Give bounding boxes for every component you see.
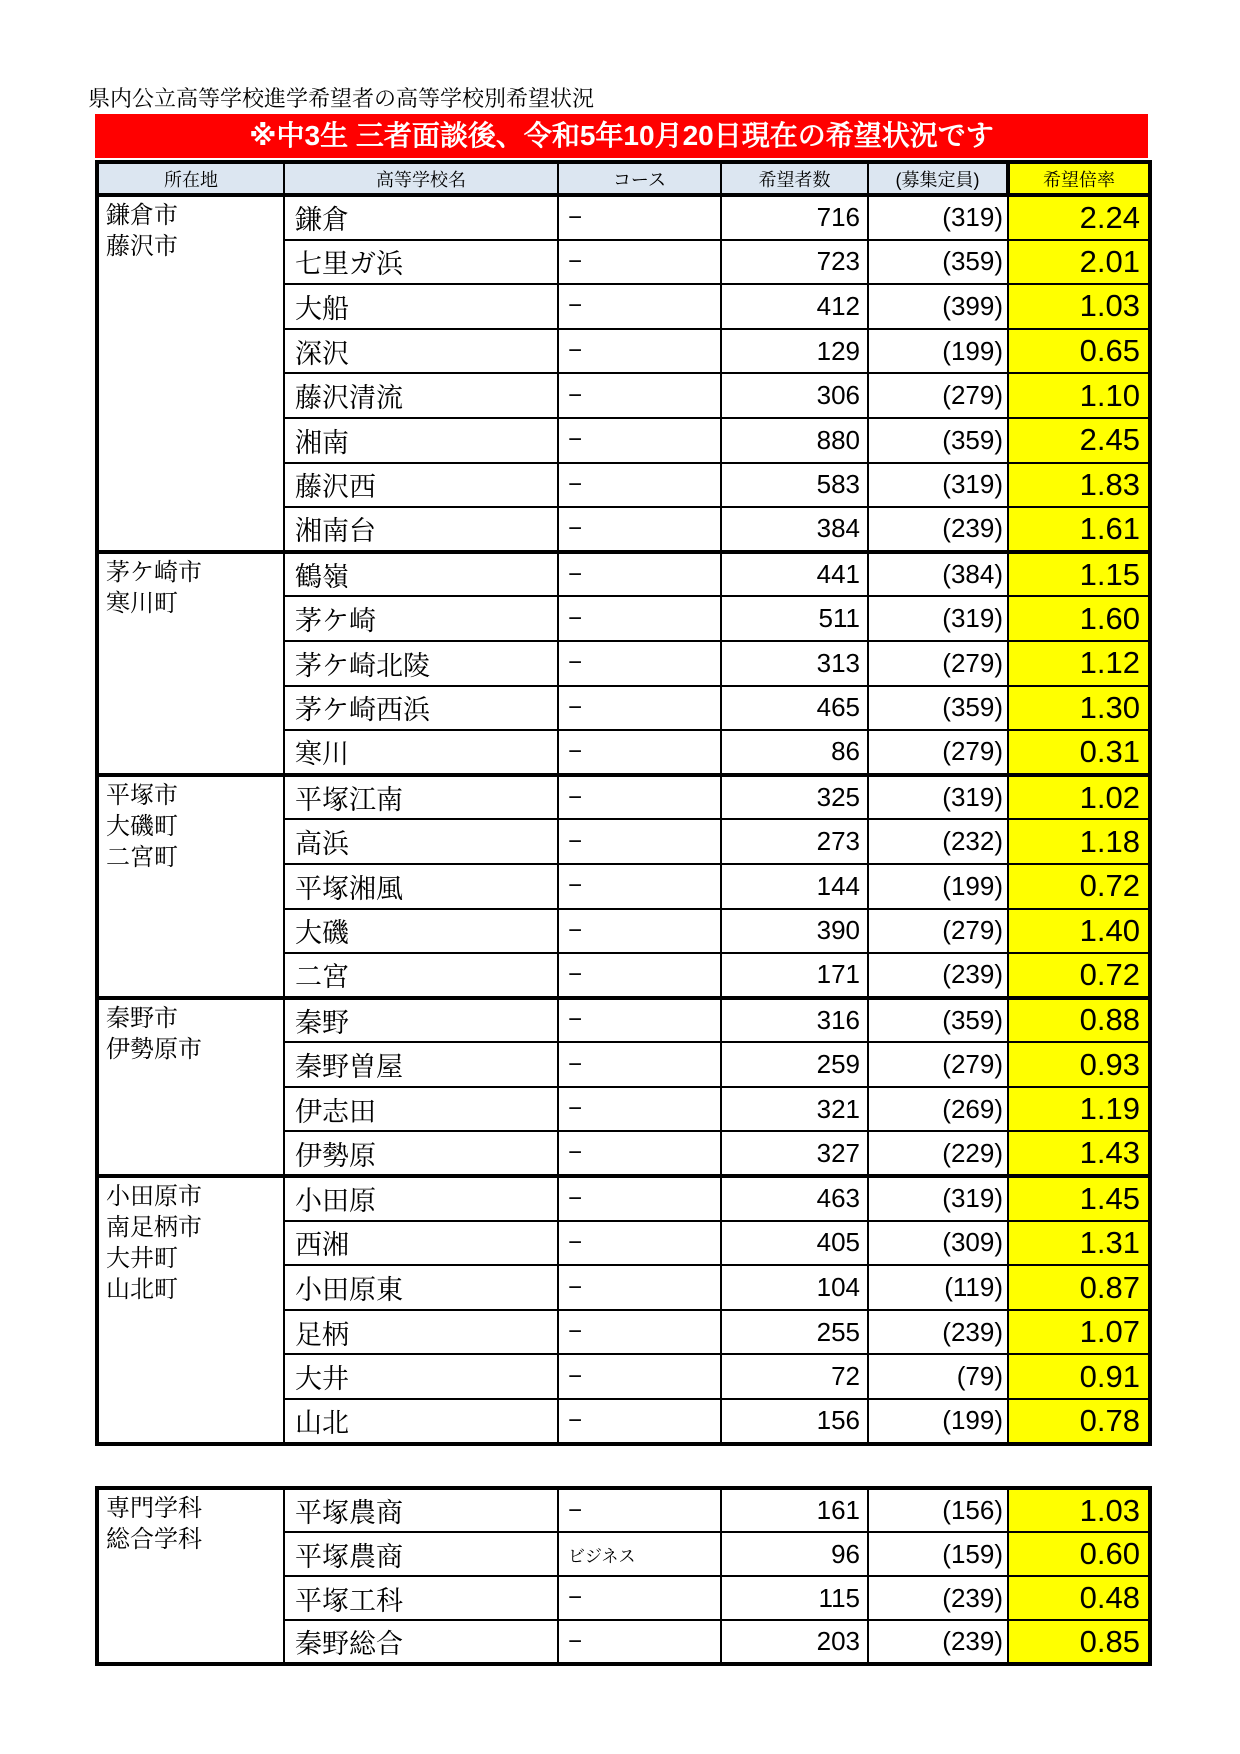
course-cell: − (558, 596, 721, 641)
school-cell: 山北 (284, 1399, 558, 1444)
applicants-cell: 325 (721, 775, 868, 820)
applicants-cell: 880 (721, 418, 868, 463)
capacity-cell: (279) (868, 641, 1008, 686)
location-line: 藤沢市 (106, 233, 178, 260)
school-cell: 大船 (284, 284, 558, 329)
school-cell: 高浜 (284, 819, 558, 864)
location-line: 二宮町 (106, 843, 178, 871)
notice-banner (95, 114, 1148, 158)
location-line: 鎌倉市 (106, 202, 178, 229)
applicants-cell: 441 (721, 552, 868, 597)
ratio-cell: 0.31 (1008, 730, 1150, 775)
applicants-cell: 316 (721, 998, 868, 1043)
applicants-cell: 259 (721, 1042, 868, 1087)
applicants-cell: 255 (721, 1310, 868, 1355)
school-cell: 鶴嶺 (284, 552, 558, 597)
course-cell: − (558, 195, 721, 240)
course-cell: − (558, 1620, 721, 1664)
school-cell: 鎌倉 (284, 195, 558, 240)
table-header (97, 162, 1150, 195)
course-cell: − (558, 1576, 721, 1620)
school-cell: 西湘 (284, 1221, 558, 1266)
capacity-cell: (239) (868, 1620, 1008, 1664)
location-cell (97, 998, 284, 1176)
capacity-cell: (269) (868, 1087, 1008, 1132)
applicants-cell: 306 (721, 373, 868, 418)
course-cell: − (558, 1221, 721, 1266)
location-line: 大磯町 (106, 812, 178, 840)
course-cell: − (558, 1176, 721, 1221)
location-line: 伊勢原市 (106, 1035, 202, 1063)
applicants-cell: 161 (721, 1488, 868, 1532)
table-row (97, 998, 1150, 1043)
location-line: 南足柄市 (106, 1214, 202, 1242)
capacity-cell: (239) (868, 1310, 1008, 1355)
location-line: 専門学科 (106, 1495, 202, 1522)
ratio-cell: 1.83 (1008, 463, 1150, 508)
capacity-cell: (319) (868, 1176, 1008, 1221)
course-cell: − (558, 507, 721, 552)
column-header: 希望倍率 (1008, 162, 1150, 195)
capacity-cell: (359) (868, 418, 1008, 463)
course-cell: − (558, 284, 721, 329)
capacity-cell: (159) (868, 1532, 1008, 1576)
location-line: 秦野市 (106, 1004, 178, 1032)
course-cell: − (558, 909, 721, 954)
school-cell: 寒川 (284, 730, 558, 775)
capacity-cell: (199) (868, 864, 1008, 909)
location-cell (97, 195, 284, 552)
notice-banner-text: ※中3生 三者面談後、令和5年10月20日現在の希望状況です (249, 120, 994, 151)
school-cell: 足柄 (284, 1310, 558, 1355)
capacity-cell: (319) (868, 596, 1008, 641)
capacity-cell: (319) (868, 775, 1008, 820)
table-row (97, 1488, 1150, 1532)
ratio-cell: 1.43 (1008, 1131, 1150, 1176)
course-cell: ビジネス (558, 1532, 721, 1576)
capacity-cell: (279) (868, 1042, 1008, 1087)
capacity-cell: (309) (868, 1221, 1008, 1266)
applicants-cell: 86 (721, 730, 868, 775)
capacity-cell: (359) (868, 240, 1008, 285)
school-cell: 茅ケ崎 (284, 596, 558, 641)
column-header: 所在地 (97, 162, 284, 195)
applicants-cell: 156 (721, 1399, 868, 1444)
ratio-cell: 1.31 (1008, 1221, 1150, 1266)
ratio-cell: 2.01 (1008, 240, 1150, 285)
location-line: 茅ケ崎市 (106, 558, 202, 586)
applicants-cell: 327 (721, 1131, 868, 1176)
course-cell: − (558, 418, 721, 463)
capacity-cell: (239) (868, 953, 1008, 998)
capacity-cell: (279) (868, 909, 1008, 954)
school-cell: 藤沢西 (284, 463, 558, 508)
ratio-cell: 1.45 (1008, 1176, 1150, 1221)
location-cell (97, 1488, 284, 1664)
capacity-cell: (279) (868, 373, 1008, 418)
school-cell: 湘南 (284, 418, 558, 463)
location-cell (97, 552, 284, 775)
course-cell: − (558, 1310, 721, 1355)
column-header: コース (558, 162, 721, 195)
school-cell: 小田原 (284, 1176, 558, 1221)
ratio-cell: 1.61 (1008, 507, 1150, 552)
capacity-cell: (384) (868, 552, 1008, 597)
school-cell: 平塚江南 (284, 775, 558, 820)
school-cell: 伊志田 (284, 1087, 558, 1132)
school-cell: 茅ケ崎西浜 (284, 686, 558, 731)
capacity-cell: (232) (868, 819, 1008, 864)
applicants-cell: 321 (721, 1087, 868, 1132)
course-cell: − (558, 953, 721, 998)
capacity-cell: (199) (868, 329, 1008, 374)
location-line: 小田原市 (106, 1183, 202, 1211)
capacity-cell: (319) (868, 195, 1008, 240)
table-row (97, 1176, 1150, 1221)
school-cell: 藤沢清流 (284, 373, 558, 418)
capacity-cell: (119) (868, 1265, 1008, 1310)
school-cell: 茅ケ崎北陵 (284, 641, 558, 686)
ratio-cell: 0.65 (1008, 329, 1150, 374)
applicants-cell: 511 (721, 596, 868, 641)
applicants-cell: 463 (721, 1176, 868, 1221)
school-cell: 秦野総合 (284, 1620, 558, 1664)
applicants-cell: 412 (721, 284, 868, 329)
course-cell: − (558, 1488, 721, 1532)
course-cell: − (558, 240, 721, 285)
ratio-cell: 2.24 (1008, 195, 1150, 240)
applicants-cell: 716 (721, 195, 868, 240)
course-cell: − (558, 373, 721, 418)
ratio-cell: 1.15 (1008, 552, 1150, 597)
applicants-cell: 104 (721, 1265, 868, 1310)
course-cell: − (558, 463, 721, 508)
ratio-cell: 1.02 (1008, 775, 1150, 820)
applicants-cell: 203 (721, 1620, 868, 1664)
location-line: 寒川町 (106, 589, 178, 617)
ratio-cell: 1.12 (1008, 641, 1150, 686)
location-line: 平塚市 (106, 781, 178, 809)
course-cell: − (558, 1399, 721, 1444)
ratio-cell: 0.88 (1008, 998, 1150, 1043)
capacity-cell: (229) (868, 1131, 1008, 1176)
applicants-cell: 96 (721, 1532, 868, 1576)
applicants-cell: 144 (721, 864, 868, 909)
school-cell: 秦野曽屋 (284, 1042, 558, 1087)
column-header: 高等学校名 (284, 162, 558, 195)
school-cell: 伊勢原 (284, 1131, 558, 1176)
school-cell: 平塚工科 (284, 1576, 558, 1620)
capacity-cell: (279) (868, 730, 1008, 775)
table-row (97, 552, 1150, 597)
ratio-cell: 0.60 (1008, 1532, 1150, 1576)
ratio-cell: 1.10 (1008, 373, 1150, 418)
capacity-cell: (239) (868, 1576, 1008, 1620)
applicants-cell: 405 (721, 1221, 868, 1266)
course-cell: − (558, 1265, 721, 1310)
table-row (97, 775, 1150, 820)
location-cell (97, 1176, 284, 1444)
course-cell: − (558, 864, 721, 909)
ratio-cell: 1.03 (1008, 1488, 1150, 1532)
ratio-cell: 1.60 (1008, 596, 1150, 641)
ratio-cell: 1.18 (1008, 819, 1150, 864)
course-cell: − (558, 329, 721, 374)
course-cell: − (558, 1042, 721, 1087)
preference-table-specialized (95, 1486, 1152, 1666)
capacity-cell: (79) (868, 1354, 1008, 1399)
school-cell: 七里ガ浜 (284, 240, 558, 285)
school-cell: 平塚農商 (284, 1488, 558, 1532)
applicants-cell: 583 (721, 463, 868, 508)
ratio-cell: 0.87 (1008, 1265, 1150, 1310)
school-cell: 深沢 (284, 329, 558, 374)
capacity-cell: (359) (868, 998, 1008, 1043)
applicants-cell: 313 (721, 641, 868, 686)
school-cell: 湘南台 (284, 507, 558, 552)
course-cell: − (558, 641, 721, 686)
table-row (97, 195, 1150, 240)
ratio-cell: 1.07 (1008, 1310, 1150, 1355)
school-cell: 二宮 (284, 953, 558, 998)
column-header: (募集定員) (868, 162, 1008, 195)
applicants-cell: 390 (721, 909, 868, 954)
ratio-cell: 1.03 (1008, 284, 1150, 329)
page-title: 県内公立高等学校進学希望者の高等学校別希望状況 (88, 86, 595, 111)
course-cell: − (558, 686, 721, 731)
header-row (97, 162, 1150, 195)
ratio-cell: 0.72 (1008, 864, 1150, 909)
ratio-cell: 1.40 (1008, 909, 1150, 954)
column-header: 希望者数 (721, 162, 868, 195)
ratio-cell: 0.85 (1008, 1620, 1150, 1664)
ratio-cell: 0.48 (1008, 1576, 1150, 1620)
applicants-cell: 115 (721, 1576, 868, 1620)
course-cell: − (558, 1131, 721, 1176)
applicants-cell: 723 (721, 240, 868, 285)
course-cell: − (558, 998, 721, 1043)
capacity-cell: (359) (868, 686, 1008, 731)
ratio-cell: 0.91 (1008, 1354, 1150, 1399)
school-cell: 平塚湘風 (284, 864, 558, 909)
location-cell (97, 775, 284, 998)
location-line: 山北町 (106, 1276, 178, 1304)
preference-table-main (95, 160, 1152, 1446)
course-cell: − (558, 552, 721, 597)
capacity-cell: (199) (868, 1399, 1008, 1444)
applicants-cell: 465 (721, 686, 868, 731)
location-line: 大井町 (106, 1245, 178, 1273)
course-cell: − (558, 1354, 721, 1399)
applicants-cell: 72 (721, 1354, 868, 1399)
ratio-cell: 1.30 (1008, 686, 1150, 731)
capacity-cell: (399) (868, 284, 1008, 329)
applicants-cell: 384 (721, 507, 868, 552)
ratio-cell: 0.78 (1008, 1399, 1150, 1444)
course-cell: − (558, 730, 721, 775)
school-cell: 平塚農商 (284, 1532, 558, 1576)
location-line: 総合学科 (106, 1526, 202, 1553)
course-cell: − (558, 819, 721, 864)
school-cell: 秦野 (284, 998, 558, 1043)
ratio-cell: 2.45 (1008, 418, 1150, 463)
school-cell: 小田原東 (284, 1265, 558, 1310)
applicants-cell: 129 (721, 329, 868, 374)
capacity-cell: (319) (868, 463, 1008, 508)
ratio-cell: 1.19 (1008, 1087, 1150, 1132)
capacity-cell: (239) (868, 507, 1008, 552)
ratio-cell: 0.72 (1008, 953, 1150, 998)
capacity-cell: (156) (868, 1488, 1008, 1532)
school-cell: 大井 (284, 1354, 558, 1399)
course-cell: − (558, 775, 721, 820)
ratio-cell: 0.93 (1008, 1042, 1150, 1087)
school-cell: 大磯 (284, 909, 558, 954)
applicants-cell: 273 (721, 819, 868, 864)
applicants-cell: 171 (721, 953, 868, 998)
course-cell: − (558, 1087, 721, 1132)
